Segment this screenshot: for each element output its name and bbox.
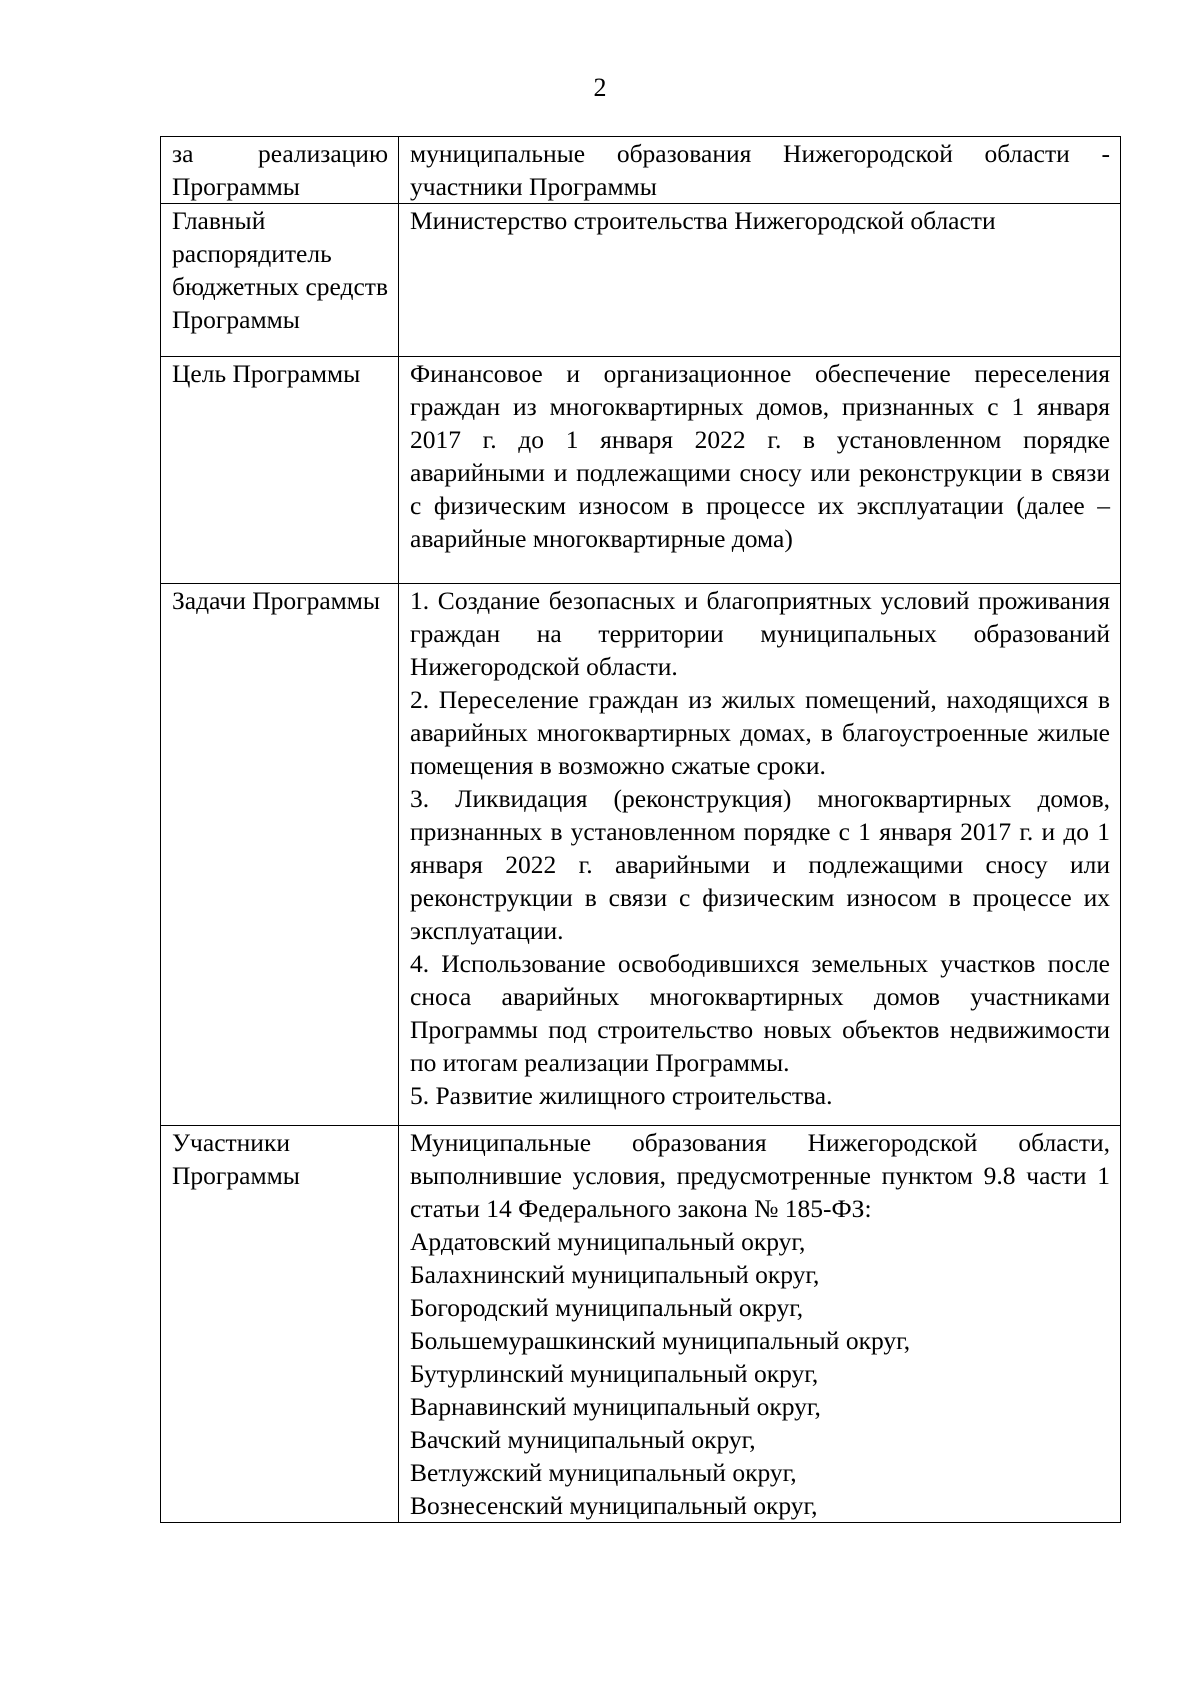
table-row xyxy=(161,137,1121,204)
participant-item: Ветлужский муниципальный округ, xyxy=(410,1458,797,1487)
row-label-tasks: Задачи Программы xyxy=(161,584,399,1126)
program-passport-table xyxy=(160,136,1121,1523)
task-item: 1. Создание безопасных и благоприятных условий проживания граждан на территории муниципальных образований Нижегородской области. xyxy=(410,586,1110,681)
participant-item: Большемурашкинский муниципальный округ, xyxy=(410,1326,911,1355)
task-item: 5. Развитие жилищного строительства. xyxy=(410,1081,833,1110)
row-label-goal: Цель Программы xyxy=(161,357,399,584)
participant-item: Ардатовский муниципальный округ, xyxy=(410,1227,806,1256)
task-item: 4. Использование освободившихся земельных участков после сноса аварийных многоквартирных домов участниками Программы под строительство новых объектов недвижимости по итогам реализации Программы. xyxy=(410,949,1110,1077)
task-item: 2. Переселение граждан из жилых помещений, находящихся в аварийных многоквартирных домах, в благоустроенные жилые помещения в возможно сжатые сроки. xyxy=(410,685,1110,780)
row-content-goal: Финансовое и организационное обеспечение переселения граждан из многоквартирных домов, признанных с 1 января 2017 г. до 1 января 2022 г. в установленном порядке аварийными и подлежащими сносу или реконструкции в связи с физическим износом в процессе их эксплуатации (далее – аварийные многоквартирные дома) xyxy=(399,357,1121,584)
participant-item: Варнавинский муниципальный округ, xyxy=(410,1392,821,1421)
table-row xyxy=(161,357,1121,584)
row-content-responsible: муниципальные образования Нижегородской области - участники Программы xyxy=(399,137,1121,204)
page-number: 2 xyxy=(593,73,607,102)
participant-item: Вознесенский муниципальный округ, xyxy=(410,1491,818,1520)
table-row xyxy=(161,1126,1121,1523)
table-row xyxy=(161,584,1121,1126)
row-label-participants: Участники Программы xyxy=(161,1126,399,1523)
participant-item: Бутурлинский муниципальный округ, xyxy=(410,1359,819,1388)
participant-item: Балахнинский муниципальный округ, xyxy=(410,1260,820,1289)
row-content-tasks xyxy=(399,584,1121,1126)
participants-intro: Муниципальные образования Нижегородской области, выполнившие условия, предусмотренные пунктом 9.8 части 1 статьи 14 Федерального закона № 185-ФЗ: xyxy=(410,1128,1110,1223)
participant-item: Богородский муниципальный округ, xyxy=(410,1293,804,1322)
task-item: 3. Ликвидация (реконструкция) многоквартирных домов, признанных в установленном порядке с 1 января 2017 г. и до 1 января 2022 г. аварийными и подлежащими сносу или реконструкции в связи с физическим износом в процессе их эксплуатации. xyxy=(410,784,1110,945)
row-label-chief-manager: Главный распорядитель бюджетных средств Программы xyxy=(161,204,399,357)
row-content-participants xyxy=(399,1126,1121,1523)
row-label-responsible: за реализацию Программы xyxy=(161,137,399,204)
row-content-chief-manager: Министерство строительства Нижегородской области xyxy=(399,204,1121,357)
participant-item: Вачский муниципальный округ, xyxy=(410,1425,756,1454)
table-row xyxy=(161,204,1121,357)
